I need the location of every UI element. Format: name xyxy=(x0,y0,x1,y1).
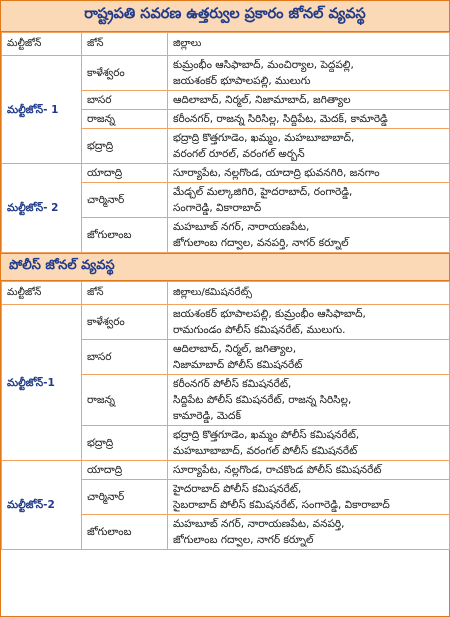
district-line: సూర్యాపేట, నల్లగొండ, రాచకొండ పోలీస్ కమిషనరేట్ xyxy=(173,464,382,476)
district-line: కామారెడ్డి, మెదక్ xyxy=(173,410,241,422)
zone-name: బాసర xyxy=(82,340,168,375)
district-line: జోగులాంబ గద్వాల, నాగర్ కర్నూల్ xyxy=(173,534,314,546)
districts-cell xyxy=(168,91,450,110)
district-line: కరీంనగర్, రాజన్న సిరిసిల్ల, సిద్దిపేట, మెదక్, కామారెడ్డి xyxy=(173,113,388,125)
districts-cell xyxy=(168,480,450,515)
districts-cell xyxy=(168,164,450,183)
zone-row xyxy=(2,305,450,340)
districts-cell xyxy=(168,129,450,164)
district-line: భద్రాద్రి కొత్తగూడెం, ఖమ్మం పోలీస్ కమిషనరేట్, xyxy=(173,429,360,441)
district-line: భద్రాద్రి కొత్తగూడెం, ఖమ్మం, మహబూబాబాద్, xyxy=(173,132,355,144)
districts-cell xyxy=(168,461,450,480)
zonal-table xyxy=(1,32,450,253)
header-row xyxy=(2,282,450,305)
multizone-name: మల్టీజోన్-1 xyxy=(2,305,82,461)
header-row xyxy=(2,33,450,56)
multizone-name: మల్టీజోన్-2 xyxy=(2,461,82,550)
zone-row xyxy=(2,164,450,183)
districts-cell xyxy=(168,375,450,426)
districts-cell xyxy=(168,183,450,218)
district-line: సంగారెడ్డి, వికారాబాద్ xyxy=(173,202,262,214)
multizone-name: మల్టీజోన్- 1 xyxy=(2,56,82,164)
district-line: సూర్యాపేట, నల్లగొండ, యాదాద్రి భువనగిరి, జనగాం xyxy=(173,167,380,179)
districts-cell xyxy=(168,218,450,253)
district-line: రామగుండం పోలీస్ కమిషనరేట్, ములుగు. xyxy=(173,324,346,336)
zone-name: కాళేశ్వరం xyxy=(82,56,168,91)
district-line: ఆదిలాబాద్, నిర్మల్, నిజామాబాద్, జగిత్యాల xyxy=(173,94,351,106)
district-line: నిజామాబాద్ పోలీస్ కమిషనరేట్ xyxy=(173,359,303,371)
document-title: రాష్ట్రపతి సవరణ ఉత్తర్వుల ప్రకారం జోనల్ వ్యవస్థ xyxy=(84,6,366,22)
district-line: సైబరాబాద్ పోలీస్ కమిషనరేట్, సంగారెడ్డి, వికారాబాద్ xyxy=(173,499,390,511)
district-line: కుమ్రంభీం ఆసిఫాబాద్, మంచిర్యాల, పెద్దపల్లి, xyxy=(173,59,354,71)
multizone-name: మల్టీజోన్- 2 xyxy=(2,164,82,253)
column-header: జిల్లాలు/కమిషనరేట్స్ xyxy=(168,282,450,305)
district-line: ఆదిలాబాద్, నిర్మల్, జగిత్యాల, xyxy=(173,343,297,355)
column-header: జోన్ xyxy=(82,282,168,305)
column-header: మల్టీజోన్ xyxy=(2,282,82,305)
zone-name: జోగులాంబ xyxy=(82,515,168,550)
zone-name: బాసర xyxy=(82,91,168,110)
district-line: సిద్దిపేట పోలీస్ కమిషనరేట్, రాజన్న సిరిసిల్ల, xyxy=(173,394,352,406)
districts-cell xyxy=(168,340,450,375)
district-line: మహబూబాబాద్, వరంగల్ పోలీస్ కమిషనరేట్ xyxy=(173,445,358,457)
zone-name: రాజన్న xyxy=(82,375,168,426)
district-line: మహబూబ్ నగర్, నారాయణపేట, వనపర్తి, xyxy=(173,518,345,530)
zone-row xyxy=(2,461,450,480)
district-line: జోగులాంబ గద్వాల, వనపర్తి, నాగర్ కర్నూల్ xyxy=(173,237,349,249)
district-line: హైదరాబాద్ పోలీస్ కమిషనరేట్, xyxy=(173,483,302,495)
zone-name: భద్రాద్రి xyxy=(82,426,168,461)
district-line: కరీంనగర్ పోలీస్ కమిషనరేట్, xyxy=(173,378,292,390)
districts-cell xyxy=(168,56,450,91)
districts-cell xyxy=(168,110,450,129)
column-header: జిల్లాలు xyxy=(168,33,450,56)
column-header: మల్టీజోన్ xyxy=(2,33,82,56)
district-line: జయశంకర్ భూపాలపల్లి, ములుగు xyxy=(173,75,311,87)
zone-name: జోగులాంబ xyxy=(82,218,168,253)
zone-name: యాదాద్రి xyxy=(82,164,168,183)
zone-row xyxy=(2,56,450,91)
districts-cell xyxy=(168,515,450,550)
police-section-title: పోలీస్ జోనల్ వ్యవస్థ xyxy=(9,258,115,273)
zone-name: చార్మినార్ xyxy=(82,183,168,218)
zone-name: చార్మినార్ xyxy=(82,480,168,515)
districts-cell xyxy=(168,426,450,461)
district-line: మహబూబ్ నగర్, నారాయణపేట, xyxy=(173,221,310,233)
district-line: వరంగల్ రూరల్, వరంగల్ అర్బన్ xyxy=(173,148,305,160)
zone-name: రాజన్న xyxy=(82,110,168,129)
zone-name: కాళేశ్వరం xyxy=(82,305,168,340)
district-line: జయశంకర్ భూపాలపల్లి, కుమ్రంభీం ఆసిఫాబాద్, xyxy=(173,308,366,320)
document-title-bar xyxy=(1,1,449,32)
zone-name: భద్రాద్రి xyxy=(82,129,168,164)
column-header: జోన్ xyxy=(82,33,168,56)
police-table xyxy=(1,281,450,550)
district-line: మేడ్చల్ మల్కాజిగిరి, హైదరాబాద్, రంగారెడ్డి, xyxy=(173,186,353,198)
zone-name: యాదాద్రి xyxy=(82,461,168,480)
police-section-title-bar xyxy=(1,253,449,281)
districts-cell xyxy=(168,305,450,340)
